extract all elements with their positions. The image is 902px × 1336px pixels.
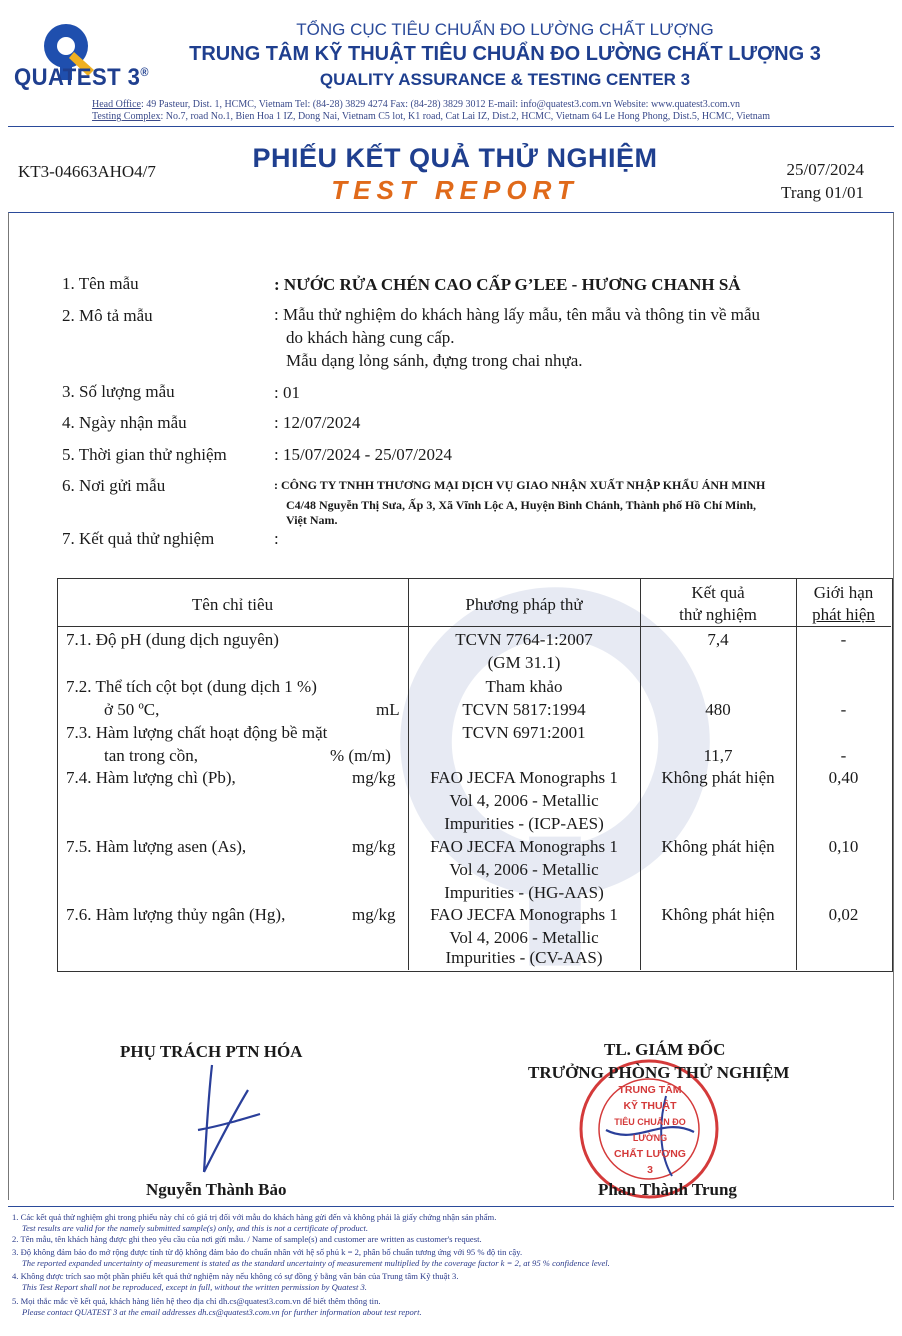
lab-head-title: PHỤ TRÁCH PTN HÓA [120,1042,303,1061]
report-title-vn: PHIẾU KẾT QUẢ THỬ NGHIỆM [252,143,658,173]
row-7-4-limit: 0,40 [828,768,859,787]
head-of-testing-title: TRƯỞNG PHÒNG THỬ NGHIỆM [528,1063,790,1082]
row-7-6-result: Không phát hiện [661,905,775,924]
col-header-name: Tên chỉ tiêu [191,595,274,614]
row-7-6-unit: mg/kg [352,905,396,924]
row-7-2-name: 7.2. Thể tích cột bọt (dung dịch 1 %) [66,677,317,696]
test-period-value: : 15/07/2024 - 25/07/2024 [274,445,453,464]
lab-head-name: Nguyễn Thành Bảo [146,1180,287,1199]
logo-wordmark: QUATEST 3® [14,64,150,91]
center-name-en: QUALITY ASSURANCE & TESTING CENTER 3 [319,70,691,89]
row-7-4-result: Không phát hiện [661,768,775,787]
footnote-4: 4. Không được trích sao một phần phiếu kết quả thử nghiệm này nếu không có sự đồng ý bằng văn bản của Trung tâm Kỹ thuật 3. [12,1271,459,1281]
row-7-2-limit: - [840,700,847,719]
col-header-result-l2: thử nghiệm [679,605,757,624]
row-7-1-method-l1: TCVN 7764-1:2007 [455,630,593,649]
row-7-1-result: 7,4 [707,630,729,649]
row-7-2-unit: mL [376,700,400,719]
center-name-vn: TRUNG TÂM KỸ THUẬT TIÊU CHUẨN ĐO LƯỜNG CHẤT LƯỢNG 3 [189,43,821,65]
sample-desc-line3: Mẫu dạng lỏng sánh, đựng trong chai nhựa. [286,351,583,370]
agency-name: TỔNG CỤC TIÊU CHUẨN ĐO LƯỜNG CHẤT LƯỢNG [296,20,714,39]
row-7-5-method-l3: Impurities - (HG-AAS) [444,883,604,902]
sender-company: : CÔNG TY TNHH THƯƠNG MẠI DỊCH VỤ GIAO NHẬN XUẤT NHẬP KHẨU ÁNH MINH [274,478,766,492]
sample-desc-line1: : Mẫu thử nghiệm do khách hàng lấy mẫu, tên mẫu và thông tin về mẫu [274,305,761,324]
report-title-en: TEST REPORT [331,175,579,205]
testing-complex-address: Testing Complex: No.7, road No.1, Bien Hoa 1 IZ, Dong Nai, Vietnam C5 lot, K1 road, Cat Lai IZ, Dist.2, HCMC, Vietnam 64 Le Hong Phong, Dist.5, HCMC, Vietnam [92,111,771,122]
row-7-5-result: Không phát hiện [661,837,775,856]
report-code: KT3-04663AHO4/7 [18,162,156,181]
row-7-1-name: 7.1. Độ pH (dung dịch nguyên) [66,630,279,649]
footnote-2: 2. Tên mẫu, tên khách hàng được ghi theo yêu cầu của nơi gửi mẫu. / Name of sample(s) and customer are written as customer's request. [12,1234,482,1244]
footnote-5-en: Please contact QUATEST 3 at the email addresses dh.cs@quatest3.com.vn for further information about test report. [22,1307,422,1317]
row-7-4-method-l3: Impurities - (ICP-AES) [444,814,604,833]
row-7-2-method-l2: TCVN 5817:1994 [462,700,586,719]
row-7-5-unit: mg/kg [352,837,396,856]
sender-label: 6. Nơi gửi mẫu [62,476,166,495]
row-7-5-name: 7.5. Hàm lượng asen (As), [66,837,247,856]
row-7-2-name-l2: ở 50 ºC, [104,700,160,719]
received-date-label: 4. Ngày nhận mẫu [62,413,187,432]
test-period-label: 5. Thời gian thử nghiệm [62,445,227,464]
row-7-1-limit: - [840,630,847,649]
row-7-3-name-l2: tan trong cồn, [104,746,198,765]
header-divider [8,126,894,127]
row-7-6-method-l3: Impurities - (CV-AAS) [445,948,603,967]
footnote-3-en: The reported expanded uncertainty of measurement is stated as the standard uncertainty of measurement multiplied by the coverage factor k = 2, at 95 % confidence level. [22,1258,610,1268]
row-7-3-limit: - [840,746,847,765]
footnote-3: 3. Độ không đảm bảo đo mở rộng được tính từ độ không đảm bảo đo chuẩn nhân với hệ số phủ k = 2, phân bố chuẩn tương ứng với 95 % độ tin cậy. [12,1247,523,1257]
sender-address-line2: Việt Nam. [286,513,338,527]
row-7-6-method-l1: FAO JECFA Monographs 1 [430,905,618,924]
row-7-3-result: 11,7 [703,746,733,765]
sample-qty-label: 3. Số lượng mẫu [62,382,175,401]
row-7-5-limit: 0,10 [828,837,859,856]
row-7-2-method-l1: Tham khảo [485,677,563,696]
row-7-5-method-l1: FAO JECFA Monographs 1 [430,837,618,856]
row-7-3-name: 7.3. Hàm lượng chất hoạt động bề mặt [66,723,328,742]
footer-divider [8,1206,894,1207]
row-7-2-result: 480 [705,700,731,719]
sample-desc-line2: do khách hàng cung cấp. [286,328,455,347]
row-7-6-name: 7.6. Hàm lượng thủy ngân (Hg), [66,905,286,924]
sample-qty-value: : 01 [274,383,300,402]
received-date-value: : 12/07/2024 [274,413,361,432]
row-7-4-method-l1: FAO JECFA Monographs 1 [430,768,618,787]
footnote-4-en: This Test Report shall not be reproduced, except in full, without the written permission by Quatest 3. [22,1282,367,1292]
row-7-1-method-l2: (GM 31.1) [487,653,561,672]
footnote-1: 1. Các kết quả thử nghiệm ghi trong phiếu này chỉ có giá trị đối với mẫu do khách hàng gửi đến và không phải là giấy chứng nhận sản phẩm. [12,1212,497,1222]
head-of-testing-name: Phan Thành Trung [598,1180,737,1199]
sample-name-label: 1. Tên mẫu [62,274,139,293]
test-results-label: 7. Kết quả thử nghiệm [62,529,215,548]
report-date: 25/07/2024 [786,160,864,179]
row-7-5-method-l2: Vol 4, 2006 - Metallic [449,860,599,879]
stamp-text: TRUNG TÂM KỸ THUẬT TIÊU CHUẨN ĐO LƯỜNG CHẤT LƯỢNG 3 [614,1084,686,1176]
row-7-4-unit: mg/kg [352,768,396,787]
sample-desc-label: 2. Mô tả mẫu [62,306,153,325]
lab-head-signature [190,1060,270,1180]
sample-name-value: : NƯỚC RỬA CHÉN CAO CẤP G’LEE - HƯƠNG CHANH SẢ [274,275,741,294]
footnote-1-en: Test results are valid for the namely submitted sample(s) only, and this is not a certificate of product. [22,1223,369,1233]
col-header-result-l1: Kết quả [691,583,745,602]
col-header-method: Phương pháp thử [465,595,583,614]
row-7-6-method-l2: Vol 4, 2006 - Metallic [449,928,599,947]
director-title: TL. GIÁM ĐỐC [604,1040,726,1059]
footnote-5: 5. Mọi thắc mắc về kết quả, khách hàng liên hệ theo địa chỉ dh.cs@quatest3.com.vn để biết thêm thông tin. [12,1296,381,1306]
col-header-limit-l1: Giới hạn [813,583,874,602]
sender-address-line1: C4/48 Nguyễn Thị Sưa, Ấp 3, Xã Vĩnh Lộc A, Huyện Bình Chánh, Thành phố Hồ Chí Minh, [286,498,757,512]
row-7-6-limit: 0,02 [828,905,859,924]
row-7-4-name: 7.4. Hàm lượng chì (Pb), [66,768,236,787]
test-results-colon: : [274,529,279,548]
table-header-divider [57,626,891,627]
row-7-3-method-l1: TCVN 6971:2001 [462,723,586,742]
page-number: Trang 01/01 [781,183,864,202]
head-office-address: Head Office: 49 Pasteur, Dist. 1, HCMC, Vietnam Tel: (84-28) 3829 4274 Fax: (84-28) 3829 3012 E-mail: info@quatest3.com.vn Website: www.quatest3.com.vn [92,99,741,110]
row-7-3-unit: % (m/m) [330,746,391,765]
row-7-4-method-l2: Vol 4, 2006 - Metallic [449,791,599,810]
col-header-limit-l2: phát hiện [812,605,875,624]
